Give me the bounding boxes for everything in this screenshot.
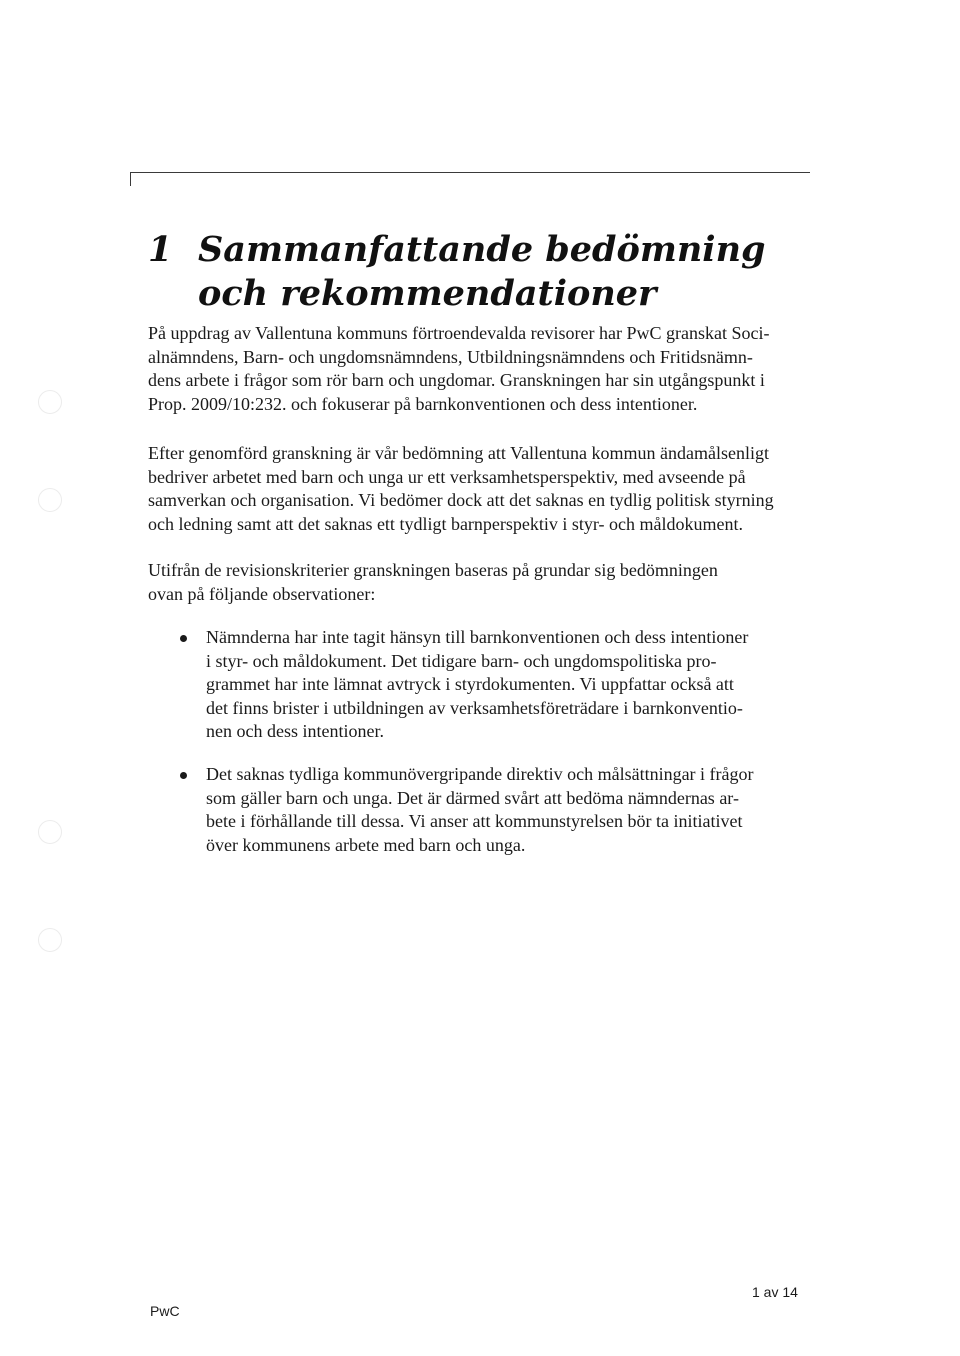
paragraph-line: dens arbete i frågor som rör barn och ungdomar. Granskningen har sin utgångspunkt i	[148, 370, 765, 390]
scan-artifact	[38, 488, 62, 512]
observations-list	[148, 626, 848, 744]
paragraph-line: På uppdrag av Vallentuna kommuns förtroendevalda revisorer har PwC granskat Soci-	[148, 323, 770, 343]
list-item	[148, 626, 848, 744]
paragraph-line: alnämndens, Barn- och ungdomsnämndens, Utbildningsnämndens och Fritidsnämn-	[148, 346, 753, 367]
list-item-line: det finns brister i utbildningen av verksamhetsföreträdare i barnkonventio-	[206, 697, 743, 718]
top-rule	[130, 172, 810, 173]
section-title-line: Sammanfattande bedömning	[198, 229, 766, 270]
scan-artifact	[38, 928, 62, 952]
list-item	[148, 763, 848, 857]
assessment-paragraph	[148, 442, 848, 536]
paragraph-line: Prop. 2009/10:232. och fokuserar på barnkonventionen och dess intentioner.	[148, 393, 698, 414]
paragraph-line: ovan på följande observationer:	[148, 583, 376, 604]
section-title-line: och rekommendationer	[198, 273, 657, 314]
section-number: 1	[148, 229, 173, 270]
list-item-line: Nämnderna har inte tagit hänsyn till barnkonventionen och dess intentioner	[206, 627, 749, 647]
list-item-line: Det saknas tydliga kommunövergripande direktiv och målsättningar i frågor	[206, 764, 754, 784]
footer-brand: PwC	[150, 1303, 180, 1319]
top-rule-tick	[130, 172, 131, 186]
page-number: 1 av 14	[752, 1284, 798, 1300]
paragraph-line: bedriver arbetet med barn och unga ur ett verksamhetsperspektiv, med avseende på	[148, 466, 746, 487]
scan-artifact	[38, 820, 62, 844]
list-item-line: som gäller barn och unga. Det är därmed svårt att bedöma nämndernas ar-	[206, 787, 739, 808]
list-item-line: nen och dess intentioner.	[206, 721, 384, 741]
intro-paragraph	[148, 322, 848, 416]
paragraph-line: och ledning samt att det saknas ett tydligt barnperspektiv i styr- och måldokument.	[148, 513, 744, 534]
paragraph-line: Efter genomförd granskning är vår bedömning att Vallentuna kommun ändamålsenligt	[148, 443, 770, 463]
observations-intro-paragraph	[148, 559, 848, 606]
list-item-line: grammet har inte lämnat avtryck i styrdokumenten. Vi uppfattar också att	[206, 674, 734, 694]
bullet-icon	[180, 635, 187, 642]
paragraph-line: samverkan och organisation. Vi bedömer dock att det saknas en tydlig politisk styrning	[148, 490, 774, 510]
list-item-line: bete i förhållande till dessa. Vi anser att kommunstyrelsen bör ta initiativet	[206, 811, 743, 831]
paragraph-line: Utifrån de revisionskriterier granskningen baseras på grundar sig bedömningen	[148, 560, 718, 580]
list-item-line: över kommunens arbete med barn och unga.	[206, 834, 526, 855]
observations-list	[148, 763, 848, 857]
section-heading	[148, 228, 848, 316]
list-item-line: i styr- och måldokument. Det tidigare barn- och ungdomspolitiska pro-	[206, 650, 717, 671]
bullet-icon	[180, 772, 187, 779]
scan-artifact	[38, 390, 62, 414]
